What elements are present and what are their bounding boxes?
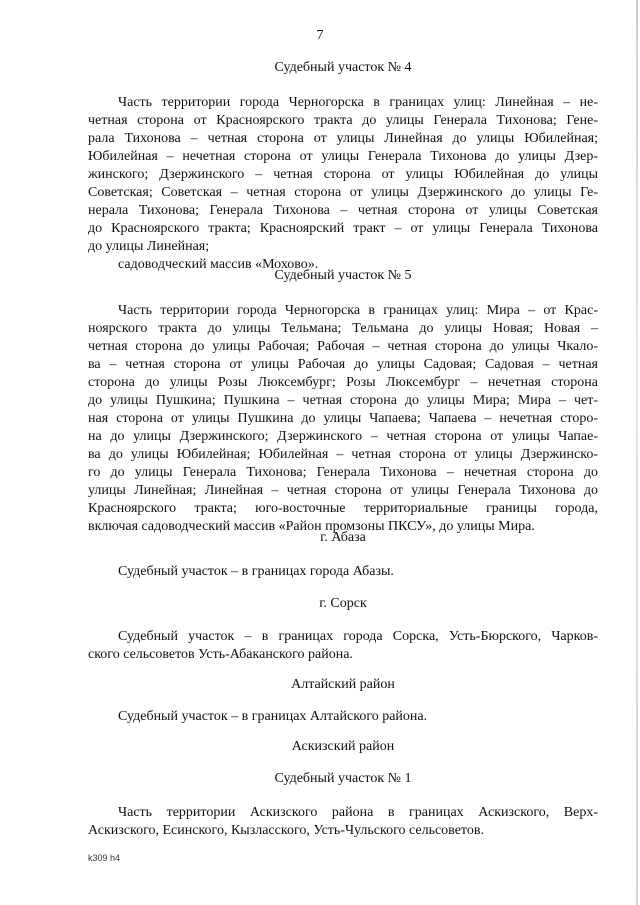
section-subheading-askiz: Судебный участок № 1 bbox=[274, 771, 412, 786]
text-line: Часть территории города Черногорска в границах улиц: Линейная – не- bbox=[118, 95, 598, 110]
text-line: ва до улицы Юбилейная; Юбилейная – четная сторона от улицы Дзержинско- bbox=[88, 447, 598, 462]
section-heading-askiz: Аскизский район bbox=[291, 739, 395, 754]
text-line: Судебный участок – в границах Алтайского района. bbox=[118, 709, 428, 724]
text-line: жинского; Дзержинского – четная сторона от улицы Юбилейная до улицы bbox=[88, 167, 598, 182]
text-line: ского сельсоветов Усть-Абаканского района. bbox=[88, 647, 353, 662]
text-line: четная сторона от Красноярского тракта до улицы Генерала Тихонова; Гене- bbox=[88, 113, 598, 128]
text-line: садоводческий массив «Мохово». bbox=[118, 257, 319, 272]
section-heading-s5: Судебный участок № 5 bbox=[274, 268, 412, 283]
text-line: четная сторона до улицы Рабочая; Рабочая – четная сторона до улицы Чкало- bbox=[88, 339, 598, 354]
section-body-askiz bbox=[88, 804, 598, 840]
text-line: Юбилейная – нечетная сторона от улицы Генерала Тихонова до улицы Дзер- bbox=[88, 149, 598, 164]
section-body-s5 bbox=[88, 302, 598, 536]
section-heading-altai: Алтайский район bbox=[291, 677, 395, 692]
text-line: до улицы Пушкина; Пушкина – четная сторона до улицы Мира; Мира – чет- bbox=[88, 393, 598, 408]
text-line: сторона до улицы Розы Люксембург; Розы Люксембург – нечетная сторона bbox=[88, 375, 598, 390]
text-line: Судебный участок – в границах города Сорска, Усть-Бюрского, Чарков- bbox=[118, 629, 598, 644]
text-line: Красноярского тракта; юго-восточные территориальные границы города, bbox=[88, 501, 598, 516]
text-line: ная сторона от улицы Пушкина до улицы Чапаева; Чапаева – нечетная сторо- bbox=[88, 411, 598, 426]
text-line: Советская; Советская – четная сторона от улицы Дзержинского до улицы Ге- bbox=[88, 185, 598, 200]
text-line: включая садоводческий массив «Район промзоны ПКСУ», до улицы Мира. bbox=[88, 519, 535, 534]
text-line: Часть территории города Черногорска в границах улиц: Мира – от Крас- bbox=[118, 303, 598, 318]
text-line: Судебный участок – в границах города Абазы. bbox=[118, 564, 394, 579]
section-body-s4 bbox=[88, 94, 598, 274]
text-line: до Красноярского тракта; Красноярский тракт – от улицы Генерала Тихонова bbox=[88, 221, 598, 236]
text-line: на до улицы Дзержинского; Дзержинского – четная сторона от улицы Чапае- bbox=[88, 429, 598, 444]
section-body-sorsk bbox=[88, 628, 598, 664]
page-number: 7 bbox=[316, 28, 324, 43]
section-heading-abaza: г. Абаза bbox=[320, 530, 366, 545]
text-line: нерала Тихонова; Генерала Тихонова – четная сторона от улицы Советская bbox=[88, 203, 598, 218]
text-line: ноярского тракта до улицы Тельмана; Тельмана до улицы Новая; Новая – bbox=[88, 321, 598, 336]
section-body-altai bbox=[88, 708, 598, 726]
text-line: рала Тихонова – четная сторона от улицы Линейная до улицы Юбилейная; bbox=[88, 131, 598, 146]
scan-edge bbox=[636, 0, 638, 905]
text-line: Часть территории Аскизского района в границах Аскизского, Верх- bbox=[118, 805, 598, 820]
footer-code: k309 h4 bbox=[88, 853, 121, 863]
text-line: до улицы Линейная; bbox=[88, 239, 210, 254]
section-body-abaza bbox=[88, 563, 598, 581]
section-heading-s4: Судебный участок № 4 bbox=[274, 60, 412, 75]
text-line: ва – четная сторона от улицы Рабочая до улицы Садовая; Садовая – четная bbox=[88, 357, 598, 372]
text-line: улицы Линейная; Линейная – четная сторона от улицы Генерала Тихонова до bbox=[88, 483, 598, 498]
text-line: го до улицы Генерала Тихонова; Генерала Тихонова – нечетная сторона до bbox=[88, 465, 598, 480]
section-heading-sorsk: г. Сорск bbox=[319, 596, 367, 611]
text-line: Аскизского, Есинского, Кызласского, Усть-Чульского сельсоветов. bbox=[88, 823, 484, 838]
